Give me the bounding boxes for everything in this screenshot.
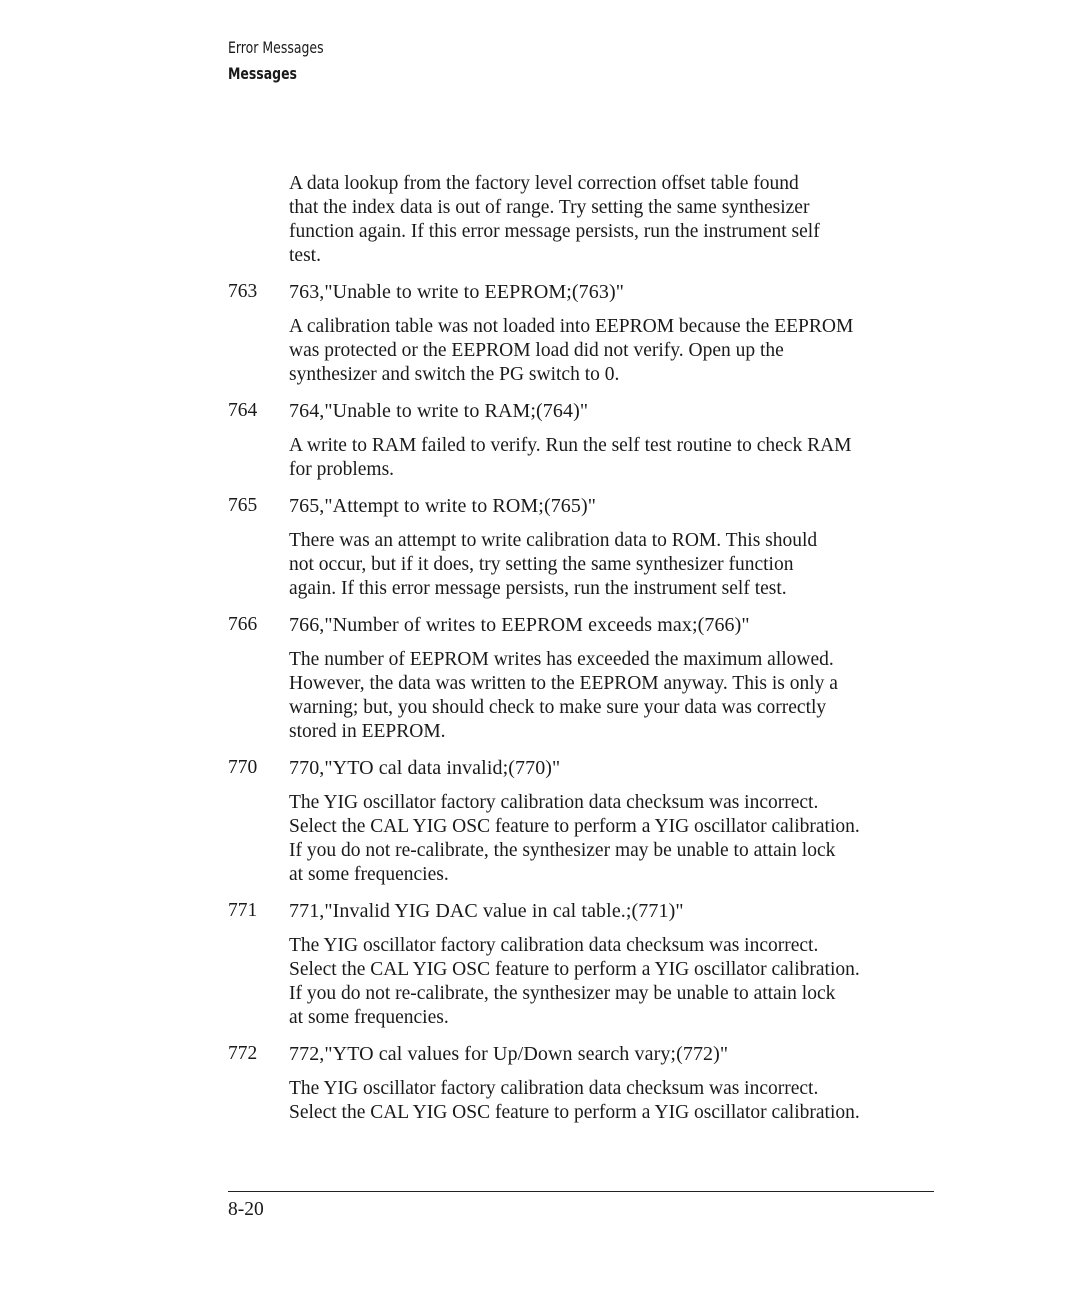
entry-heading [0,1042,1080,1066]
description-line: synthesizer and switch the PG switch to 0. [289,364,620,385]
entry-heading [0,613,1080,637]
error-description [289,315,949,387]
description-line: The number of EEPROM writes has exceeded the maximum allowed. [289,649,834,670]
intro-line: A data lookup from the factory level correction offset table found [289,173,799,194]
description-line: was protected or the EEPROM load did not verify. Open up the [289,340,784,361]
intro-line: function again. If this error message persists, run the instrument self [289,221,820,242]
error-message-title: 772,"YTO cal values for Up/Down search vary;(772)" [289,1043,729,1065]
error-entry-765 [0,494,1080,601]
description-line: Select the CAL YIG OSC feature to perform a YIG oscillator calibration. [289,959,860,980]
page-content [0,172,1080,1125]
description-line: not occur, but if it does, try setting the same synthesizer function [289,554,794,575]
description-line: warning; but, you should check to make sure your data was correctly [289,697,827,718]
intro-line: test. [289,245,321,266]
error-message-title: 763,"Unable to write to EEPROM;(763)" [289,281,624,303]
entry-heading [0,756,1080,780]
subsection-title: Messages [228,64,297,83]
error-description [289,934,949,1030]
error-message-title: 766,"Number of writes to EEPROM exceeds max;(766)" [289,614,750,636]
error-entry-770 [0,756,1080,887]
description-line: However, the data was written to the EEPROM anyway. This is only a [289,673,838,694]
description-line: Select the CAL YIG OSC feature to perform a YIG oscillator calibration. [289,816,860,837]
description-line: A calibration table was not loaded into EEPROM because the EEPROM [289,316,854,337]
entry-heading [0,399,1080,423]
error-number: 764 [228,400,258,421]
error-number: 771 [228,900,258,921]
description-line: If you do not re-calibrate, the synthesizer may be unable to attain lock [289,983,836,1004]
error-number: 765 [228,495,258,516]
footer-divider [228,1191,934,1192]
intro-line: that the index data is out of range. Try setting the same synthesizer [289,197,810,218]
description-line: The YIG oscillator factory calibration data checksum was incorrect. [289,792,819,813]
description-line: There was an attempt to write calibration data to ROM. This should [289,530,818,551]
section-title: Error Messages [228,38,324,57]
entry-heading [0,280,1080,304]
error-number: 772 [228,1043,258,1064]
error-entry-766 [0,613,1080,744]
error-entry-763 [0,280,1080,387]
error-description [289,1077,949,1125]
intro-paragraph [289,172,949,268]
description-line: at some frequencies. [289,1007,449,1028]
error-description [289,529,949,601]
error-number: 770 [228,757,258,778]
error-entry-764 [0,399,1080,482]
description-line: Select the CAL YIG OSC feature to perform a YIG oscillator calibration. [289,1102,860,1123]
error-number: 766 [228,614,258,635]
error-message-title: 765,"Attempt to write to ROM;(765)" [289,495,597,517]
error-description [289,791,949,887]
description-line: The YIG oscillator factory calibration data checksum was incorrect. [289,1078,819,1099]
error-message-title: 764,"Unable to write to RAM;(764)" [289,400,589,422]
error-message-title: 770,"YTO cal data invalid;(770)" [289,757,561,779]
entry-heading [0,494,1080,518]
error-description [289,648,949,744]
description-line: stored in EEPROM. [289,721,446,742]
error-message-title: 771,"Invalid YIG DAC value in cal table.;(771)" [289,900,684,922]
description-line: for problems. [289,459,395,480]
description-line: A write to RAM failed to verify. Run the self test routine to check RAM [289,435,852,456]
description-line: If you do not re-calibrate, the synthesizer may be unable to attain lock [289,840,836,861]
description-line: at some frequencies. [289,864,449,885]
page-number: 8-20 [228,1199,264,1220]
description-line: again. If this error message persists, run the instrument self test. [289,578,787,599]
error-entry-772 [0,1042,1080,1125]
description-line: The YIG oscillator factory calibration data checksum was incorrect. [289,935,819,956]
error-entry-771 [0,899,1080,1030]
entry-heading [0,899,1080,923]
running-header [228,36,324,88]
error-number: 763 [228,281,258,302]
error-description [289,434,949,482]
